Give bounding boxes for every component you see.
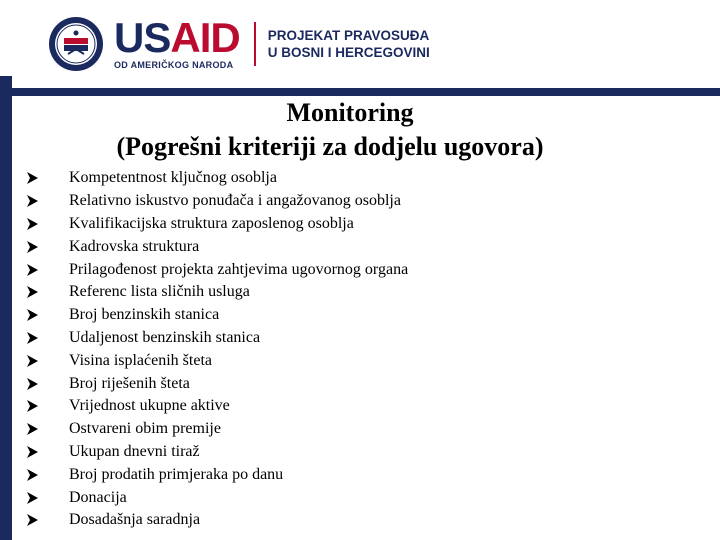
list-item-text: Visina isplaćenih šteta xyxy=(69,351,212,369)
list-item-text: Ukupan dnevni tiraž xyxy=(69,442,200,460)
list-item-text: Kvalifikacijska struktura zaposlenog osoblja xyxy=(69,214,354,232)
list-item-text: Dosadašnja saradnja xyxy=(69,511,201,529)
arrowhead-bullet-icon xyxy=(26,422,39,436)
arrowhead-bullet-icon xyxy=(26,513,39,527)
arrowhead-bullet-icon xyxy=(26,354,39,368)
list-item xyxy=(26,190,408,213)
list-item xyxy=(26,349,408,372)
usaid-wordmark xyxy=(114,14,240,70)
arrowhead-bullet-icon xyxy=(26,240,39,254)
list-item xyxy=(26,304,408,327)
arrowhead-bullet-icon xyxy=(26,399,39,413)
list-item-text: Kadrovska struktura xyxy=(69,237,200,255)
list-item-text: Broj prodatih primjeraka po danu xyxy=(69,465,284,483)
list-item-text: Relativno iskustvo ponuđača i angažovanog osoblja xyxy=(69,192,401,210)
list-item xyxy=(26,441,408,464)
list-item xyxy=(26,509,408,532)
list-item xyxy=(26,395,408,418)
slide-title xyxy=(100,96,600,164)
left-accent-bar xyxy=(0,76,12,540)
arrowhead-bullet-icon xyxy=(26,263,39,277)
arrowhead-bullet-icon xyxy=(26,491,39,505)
list-item xyxy=(26,327,408,350)
list-item-text: Prilagođenost projekta zahtjevima ugovornog organa xyxy=(69,260,409,278)
arrowhead-bullet-icon xyxy=(26,194,39,208)
project-name-line2: U BOSNI I HERCEGOVINI xyxy=(267,45,430,60)
list-item-text: Donacija xyxy=(69,488,127,506)
logo-divider xyxy=(254,22,256,66)
arrowhead-bullet-icon xyxy=(26,468,39,482)
arrowhead-bullet-icon xyxy=(26,377,39,391)
arrowhead-bullet-icon xyxy=(26,217,39,231)
usaid-us: US xyxy=(114,14,171,61)
arrowhead-bullet-icon xyxy=(26,445,39,459)
usaid-logo xyxy=(48,14,430,74)
arrowhead-bullet-icon xyxy=(26,308,39,322)
usaid-subtitle: OD AMERIČKOG NARODA xyxy=(114,60,234,70)
project-name xyxy=(268,27,430,61)
list-item-text: Kompetentnost ključnog osoblja xyxy=(69,169,277,187)
list-item-text: Udaljenost benzinskih stanica xyxy=(69,328,261,346)
list-item xyxy=(26,486,408,509)
list-item xyxy=(26,167,408,190)
list-item xyxy=(26,281,408,304)
header-rule xyxy=(12,76,720,96)
project-name-line1: PROJEKAT PRAVOSUĐA xyxy=(267,28,430,43)
arrowhead-bullet-icon xyxy=(26,171,39,185)
criteria-list xyxy=(26,167,408,532)
list-item xyxy=(26,213,408,236)
list-item xyxy=(26,258,408,281)
usaid-aid: AID xyxy=(170,14,240,61)
arrowhead-bullet-icon xyxy=(26,285,39,299)
list-item-text: Broj benzinskih stanica xyxy=(69,306,220,324)
arrowhead-bullet-icon xyxy=(26,331,39,345)
usaid-seal-icon xyxy=(48,16,104,72)
list-item xyxy=(26,372,408,395)
slide-title-line1: Monitoring xyxy=(286,98,414,127)
slide-title-line2: (Pogrešni kriteriji za dodjelu ugovora) xyxy=(116,132,544,161)
list-item xyxy=(26,235,408,258)
list-item-text: Ostvareni obim premije xyxy=(69,420,221,438)
list-item-text: Referenc lista sličnih usluga xyxy=(69,283,250,301)
list-item-text: Broj riješenih šteta xyxy=(69,374,190,392)
list-item xyxy=(26,463,408,486)
list-item xyxy=(26,418,408,441)
list-item-text: Vrijednost ukupne aktive xyxy=(69,397,230,415)
